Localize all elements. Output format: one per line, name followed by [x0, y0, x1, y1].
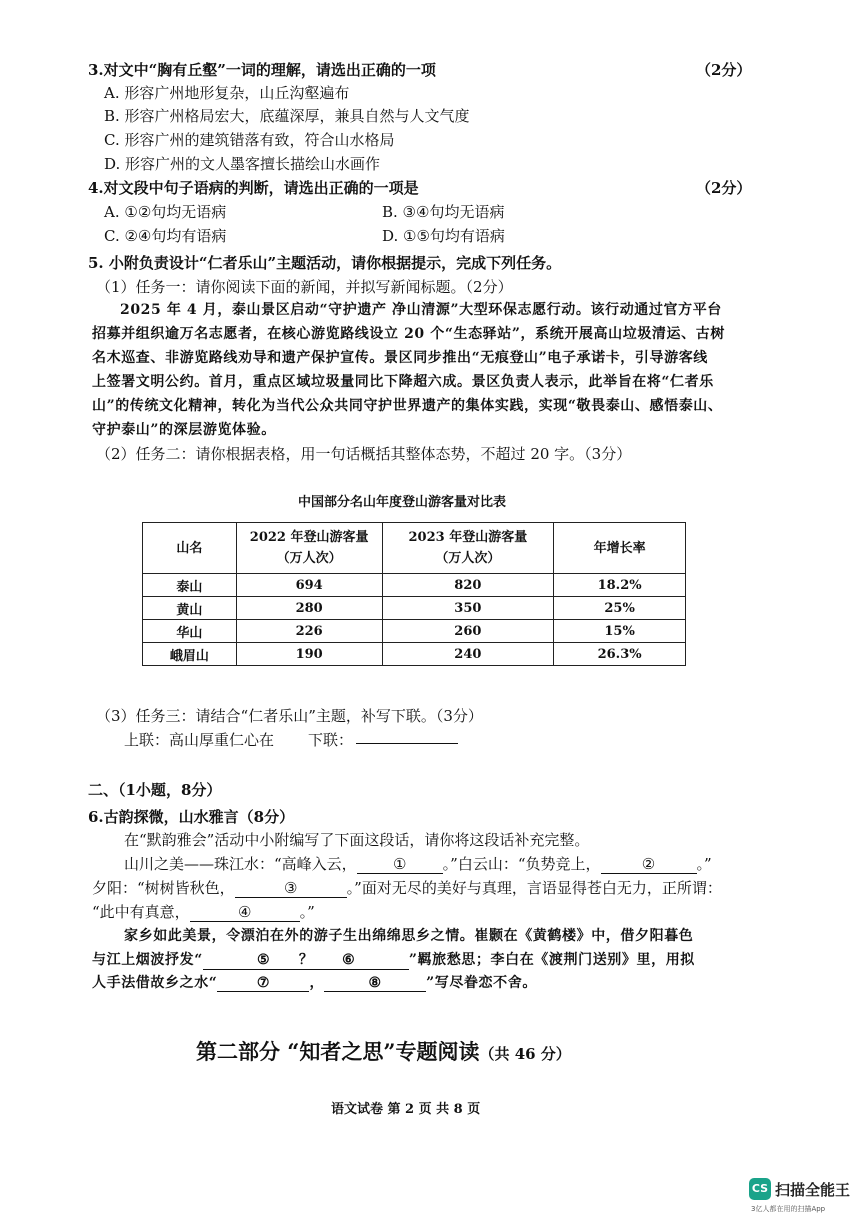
q4-stem: 4.对文段中句子语病的判断，请选出正确的一项是	[88, 179, 419, 197]
q5-task2: （2）任务二：请你根据表格，用一句话概括其整体态势，不超过 20 字。（3分）	[96, 445, 632, 463]
header-growth: 年增长率	[554, 523, 686, 574]
q6-line-3: “此中有真意， ④ 。”	[92, 903, 315, 921]
header-mountain: 山名	[143, 523, 237, 574]
camscanner-logo: CS	[749, 1178, 771, 1200]
q6-line-5: 与江上烟波抒发“ ⑤ ？ ⑥ ”羁旅愁思；李白在《渡荆门送别》里，用拟	[92, 949, 695, 970]
news-line-4: 上签署文明公约。首月，重点区域垃圾量同比下降超六成。景区负责人表示，此举旨在将“仁者乐	[92, 374, 714, 390]
q6-intro: 在“默韵雅会”活动中小附编写了下面这段话，请你将这段话补充完整。	[124, 831, 590, 849]
q3-option-b: B. 形容广州格局宏大，底蕴深厚，兼具自然与人文气度	[104, 107, 470, 125]
table-row: 泰山 694 820 18.2%	[143, 574, 686, 597]
q6-line-4: 家乡如此美景，令漂泊在外的游子生出绵绵思乡之情。崔颢在《黄鹤楼》中，借夕阳暮色	[124, 928, 694, 944]
couplet-answer-blank[interactable]	[356, 743, 458, 744]
blank-1[interactable]: ①	[357, 855, 443, 874]
q6-title: 6.古韵探微，山水雅言（8分）	[88, 808, 295, 826]
table-header-row	[143, 523, 686, 574]
q3-score: （2分）	[696, 61, 752, 79]
q3-option-c: C. 形容广州的建筑错落有致，符合山水格局	[104, 131, 395, 149]
q5-task1: （1）任务一：请你阅读下面的新闻，并拟写新闻标题。（2分）	[96, 278, 513, 296]
news-line-6: 守护泰山”的深层游览体验。	[92, 422, 276, 438]
news-line-5: 山”的传统文化精神，转化为当代公众共同守护世界遗产的集体实践，实现“敬畏泰山、感悟泰山、	[92, 398, 723, 414]
table-row: 华山 226 260 15%	[143, 620, 686, 643]
blank-3[interactable]: ③	[235, 879, 347, 898]
couplet-upper: 上联：高山厚重仁心在	[124, 731, 275, 749]
blank-5-6[interactable]: ⑤ ？ ⑥	[203, 949, 409, 970]
q3-option-a: A. 形容广州地形复杂，山丘沟壑遍布	[104, 84, 350, 102]
q3-option-d: D. 形容广州的文人墨客擅长描绘山水画作	[104, 155, 381, 173]
table-row: 黄山 280 350 25%	[143, 597, 686, 620]
header-2023: 2023 年登山游客量 （万人次）	[382, 523, 554, 574]
blank-2[interactable]: ②	[601, 855, 697, 874]
q4-option-a: A. ①②句均无语病	[104, 203, 227, 221]
news-line-1: 2025 年 4 月，泰山景区启动“守护遗产 净山清源”大型环保志愿行动。该行动通过官方平台	[120, 302, 722, 318]
q3-stem: 3.对文中“胸有丘壑”一词的理解，请选出正确的一项	[88, 61, 436, 79]
blank-7[interactable]: ⑦	[217, 975, 309, 992]
couplet-lower-label: 下联：	[308, 731, 354, 749]
section-two-heading: 二、（1小题，8分）	[88, 781, 222, 799]
table-row: 峨眉山 190 240 26.3%	[143, 643, 686, 666]
header-2022: 2022 年登山游客量 （万人次）	[236, 523, 382, 574]
news-line-3: 名木巡查、非游览路线劝导和遗产保护宣传。景区同步推出“无痕登山”电子承诺卡，引导游客线	[92, 350, 708, 366]
q6-line-6: 人手法借故乡之水“ ⑦ ， ⑧ ”写尽眷恋不舍。	[92, 975, 537, 991]
q5-stem: 5. 小附负责设计“仁者乐山”主题活动，请你根据提示，完成下列任务。	[88, 254, 562, 272]
watermark-tagline: 3亿人都在用的扫描App	[751, 1205, 826, 1213]
q4-option-c: C. ②④句均有语病	[104, 227, 227, 245]
q4-score: （2分）	[696, 179, 752, 197]
part-two-title: 第二部分 “知者之思”专题阅读（共 46 分）	[196, 1039, 571, 1064]
visitor-table	[142, 522, 686, 666]
q4-option-b: B. ③④句均无语病	[382, 203, 505, 221]
blank-8[interactable]: ⑧	[324, 975, 426, 992]
news-line-2: 招募并组织逾万名志愿者，在核心游览路线设立 20 个“生态驿站”，系统开展高山垃圾清运、古树	[92, 326, 725, 342]
page-footer: 语文试卷 第 2 页 共 8 页	[331, 1102, 481, 1117]
watermark-brand: 扫描全能王	[775, 1181, 851, 1199]
blank-4[interactable]: ④	[190, 903, 300, 922]
q4-option-d: D. ①⑤句均有语病	[382, 227, 505, 245]
q6-line-1: 山川之美——珠江水：“高峰入云， ① 。”白云山：“负势竞上， ② 。”	[124, 855, 712, 873]
q5-task3: （3）任务三：请结合“仁者乐山”主题，补写下联。（3分）	[96, 707, 483, 725]
table-title: 中国部分名山年度登山游客量对比表	[298, 495, 507, 510]
q6-line-2: 夕阳：“树树皆秋色， ③ 。”面对无尽的美好与真理，言语显得苍白无力，正所谓：	[92, 879, 722, 897]
